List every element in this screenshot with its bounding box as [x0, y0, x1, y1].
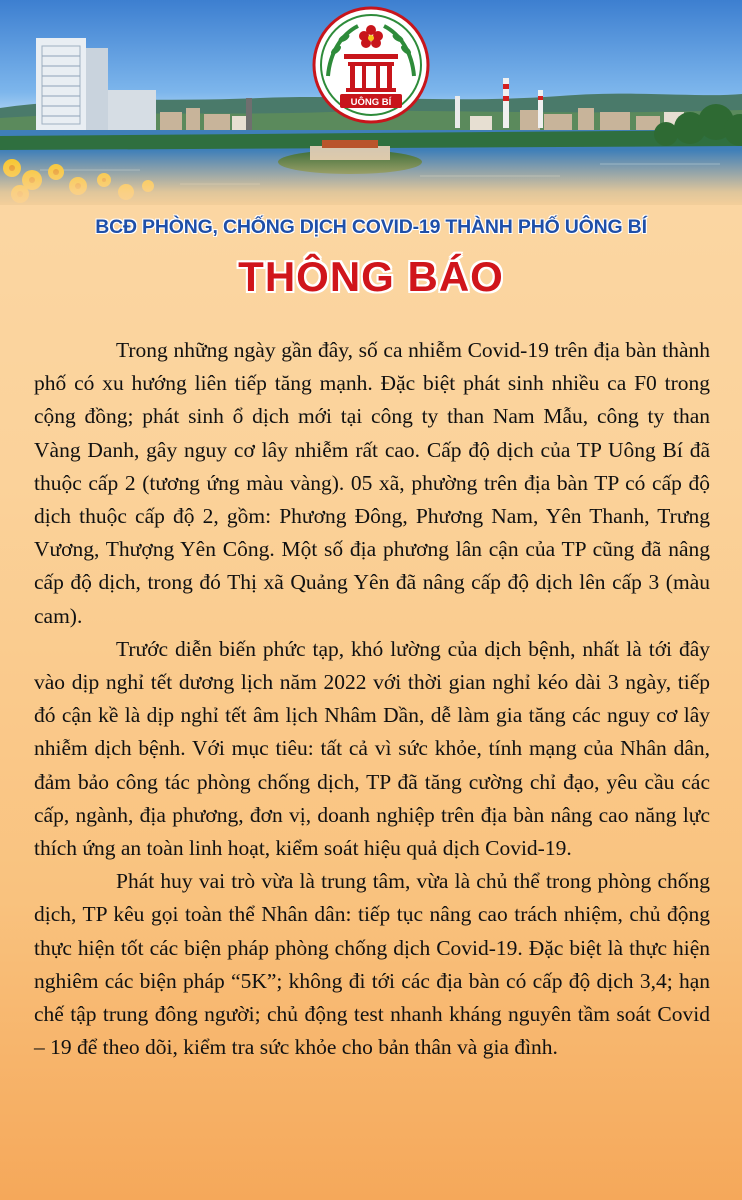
body-paragraph-1: Trong những ngày gần đây, số ca nhiễm Covid-19 trên địa bàn thành phố có xu hướng liên tiếp tăng mạnh. Đặc biệt phát sinh nhiều ca F0 trong cộng đồng; phát sinh ổ dịch mới tại công ty than Nam Mẫu, công ty than Vàng Danh, gây nguy cơ lây nhiễm rất cao. Cấp độ dịch của TP Uông Bí đã thuộc cấp 2 (tương ứng màu vàng). 05 xã, phường trên địa bàn TP có cấp độ dịch thuộc cấp độ 2, gồm: Phương Đông, Phương Nam, Yên Thanh, Trưng Vương, Thượng Yên Công. Một số địa phương lân cận của TP cũng đã nâng cấp độ dịch, trong đó Thị xã Quảng Yên đã nâng cấp độ dịch lên cấp 3 (màu cam).: [34, 338, 710, 628]
uong-bi-emblem-logo: [312, 6, 430, 124]
organization-name: BCĐ PHÒNG, CHỐNG DỊCH COVID-19 THÀNH PHỐ UÔNG BÍ: [95, 216, 647, 238]
emblem-label: UÔNG BÍ: [350, 97, 392, 108]
notice-body: [34, 334, 710, 1064]
notice-title: THÔNG BÁO: [238, 253, 504, 300]
banner-fade-overlay: [0, 150, 742, 205]
body-paragraph-2: Trước diễn biến phức tạp, khó lường của dịch bệnh, nhất là tới đây vào dịp nghỉ tết dương lịch năm 2022 với thời gian nghỉ kéo dài 3 ngày, tiếp đó cận kề là dịp nghỉ tết âm lịch Nhâm Dần, dễ làm gia tăng các nguy cơ lây nhiễm dịch bệnh. Với mục tiêu: tất cả vì sức khỏe, tính mạng của Nhân dân, đảm bảo công tác phòng chống dịch, TP đã tăng cường chỉ đạo, yêu cầu các cấp, ngành, địa phương, đơn vị, doanh nghiệp trên địa bàn nâng cao năng lực thích ứng an toàn linh hoạt, kiểm soát hiệu quả dịch Covid-19.: [34, 636, 710, 861]
body-paragraph-3: Phát huy vai trò vừa là trung tâm, vừa là chủ thể trong phòng chống dịch, TP kêu gọi toàn thể Nhân dân: tiếp tục nâng cao trách nhiệm, chủ động thực hiện tốt các biện pháp phòng chống dịch Covid-19. Đặc biệt là thực hiện nghiêm các biện pháp “5K”; không đi tới các địa bàn có cấp độ dịch 3,4; hạn chế tập trung đông người; chủ động test nhanh kháng nguyên tầm soát Covid – 19 để theo dõi, kiểm tra sức khỏe cho bản thân và gia đình.: [34, 869, 710, 1060]
